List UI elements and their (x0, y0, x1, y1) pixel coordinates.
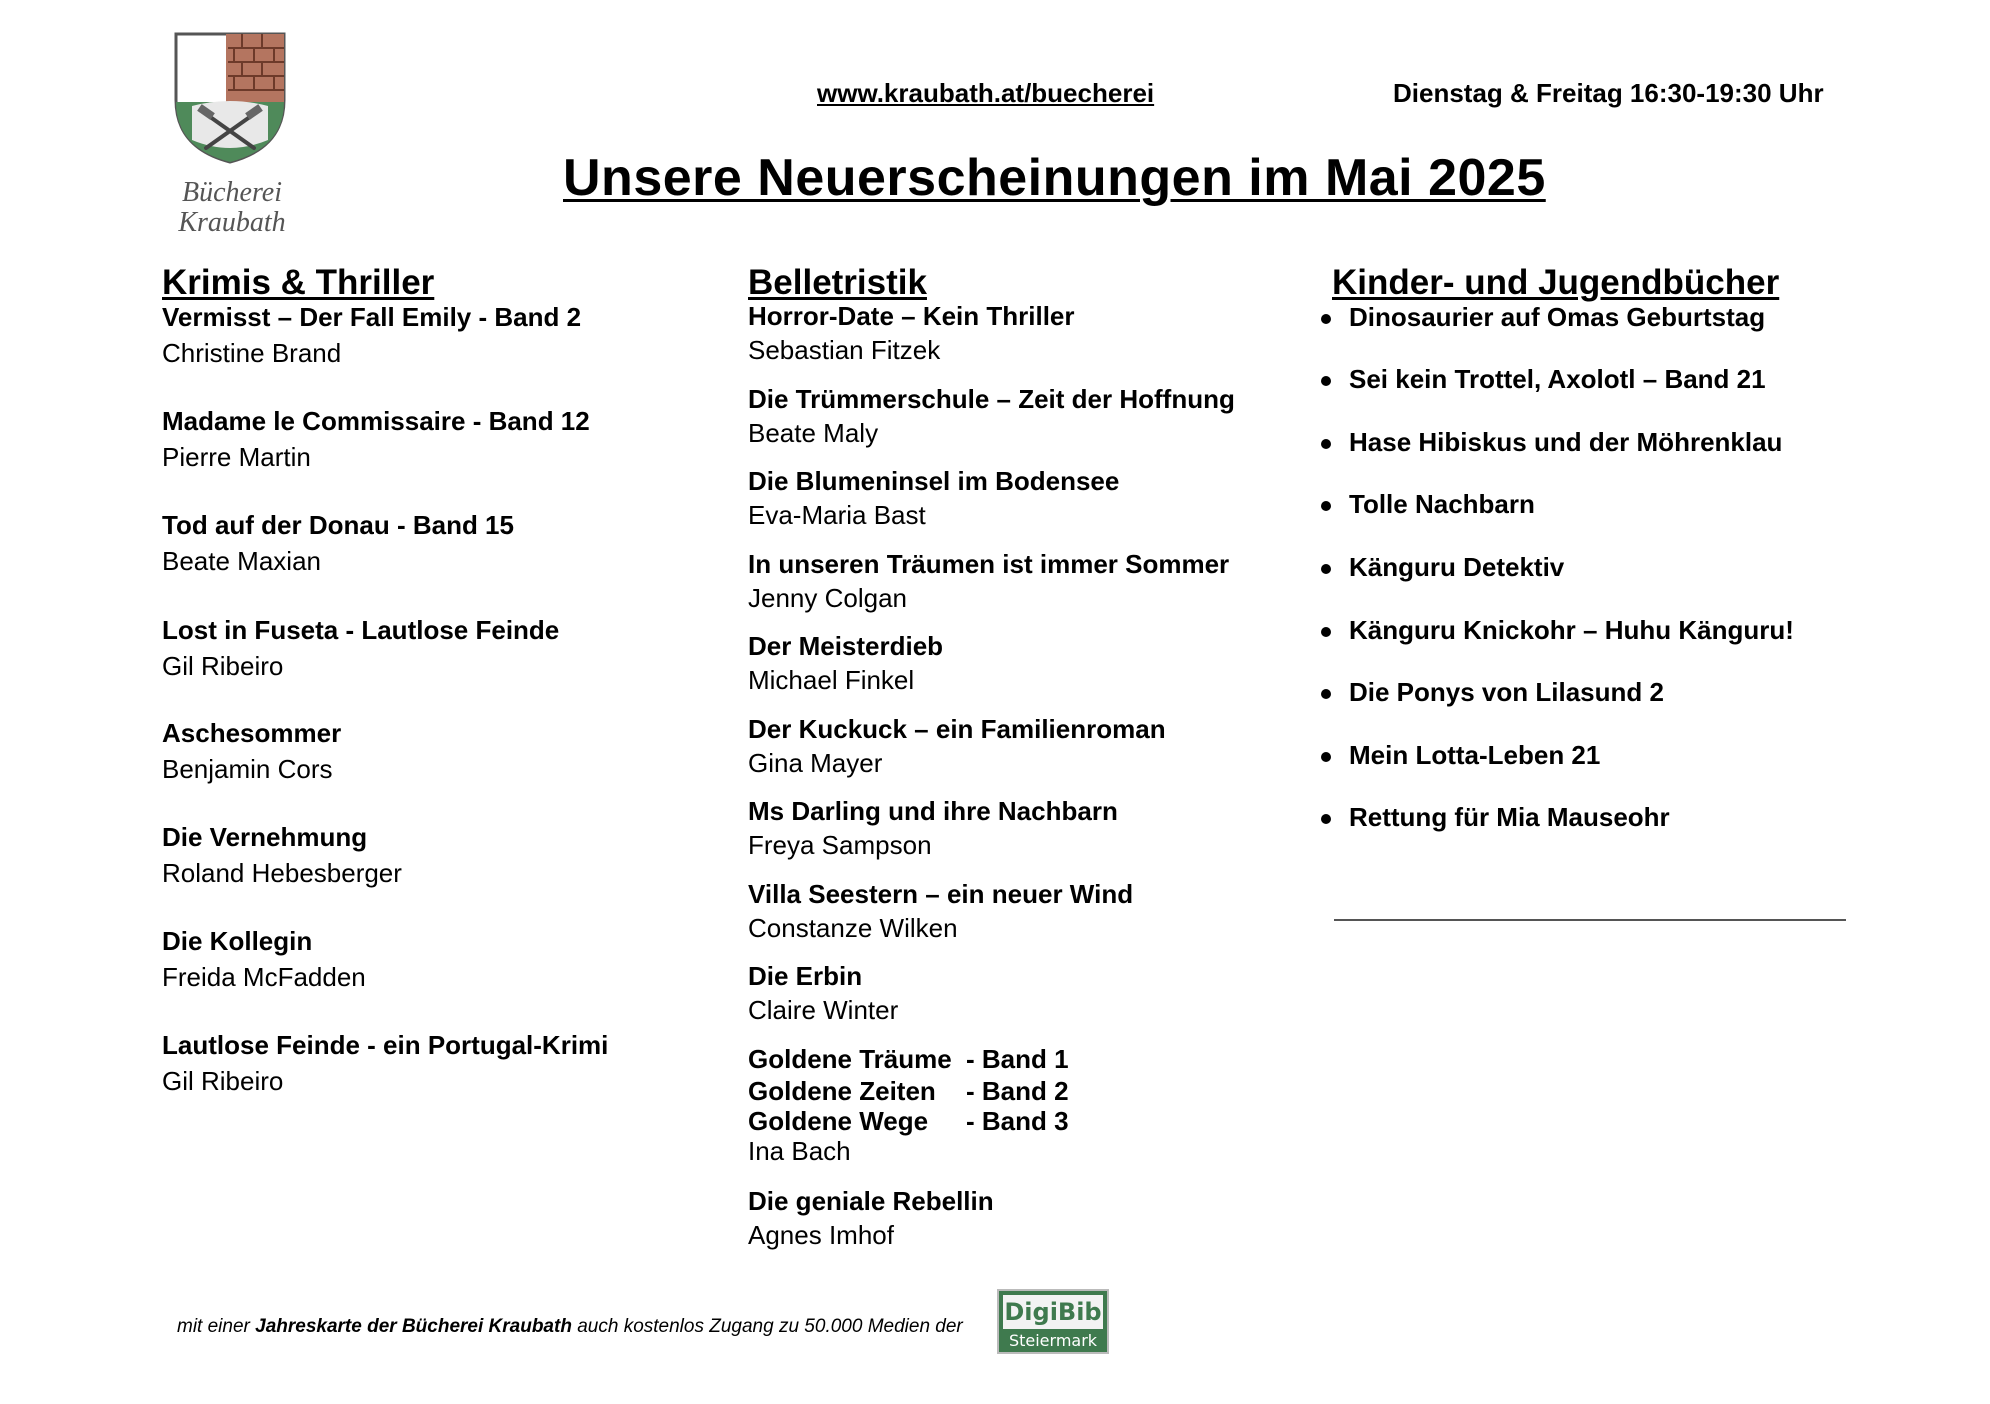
series-band: - Band 3 (966, 1106, 1069, 1136)
book-author: Agnes Imhof (748, 1220, 894, 1250)
book-author: Gina Mayer (748, 748, 883, 778)
book-title: Die Trümmerschule – Zeit der Hoffnung (748, 384, 1235, 414)
book-title: Villa Seestern – ein neuer Wind (748, 879, 1134, 909)
book-author: Beate Maly (748, 418, 879, 448)
list-item: Dinosaurier auf Omas Geburtstag (1349, 302, 1766, 332)
list-item: Hase Hibiskus und der Möhrenklau (1349, 427, 1783, 457)
book-author: Eva-Maria Bast (748, 500, 926, 530)
book-title: Aschesommer (162, 718, 342, 748)
book-author: Freida McFadden (162, 962, 366, 992)
book-title: Die Blumeninsel im Bodensee (748, 466, 1120, 496)
bullet-icon (1321, 814, 1331, 824)
book-title: Lautlose Feinde - ein Portugal-Krimi (162, 1030, 609, 1060)
list-item: Sei kein Trottel, Axolotl – Band 21 (1349, 364, 1766, 394)
bullet-icon (1321, 501, 1331, 511)
bullet-icon (1321, 689, 1331, 699)
book-author: Gil Ribeiro (162, 1066, 284, 1096)
book-entry (162, 507, 514, 579)
book-entry (748, 382, 1235, 450)
book-entry (162, 715, 341, 787)
book-entry (748, 712, 1166, 780)
series-band: - Band 1 (966, 1044, 1069, 1074)
book-author: Pierre Martin (162, 442, 311, 472)
belletristik-heading: Belletristik (748, 263, 927, 302)
book-author: Ina Bach (748, 1136, 851, 1166)
book-author: Sebastian Fitzek (748, 335, 941, 365)
book-title: Ms Darling und ihre Nachbarn (748, 796, 1118, 826)
series-title: Goldene Zeiten (748, 1076, 936, 1106)
series-title: Goldene Träume (748, 1044, 952, 1074)
book-title: Der Meisterdieb (748, 631, 944, 661)
kinder-heading: Kinder- und Jugendbücher (1332, 263, 1780, 302)
divider-line (1334, 919, 1846, 921)
book-entry (748, 464, 1119, 532)
book-entry (162, 923, 366, 995)
footer-note (177, 1316, 963, 1338)
book-author: Jenny Colgan (748, 583, 907, 613)
bullet-icon (1321, 627, 1331, 637)
bullet-icon (1321, 376, 1331, 386)
book-entry (748, 1184, 994, 1252)
book-title: Madame le Commissaire - Band 12 (162, 406, 590, 436)
book-entry (748, 629, 943, 697)
book-title: Tod auf der Donau - Band 15 (162, 510, 514, 540)
list-item: Die Ponys von Lilasund 2 (1349, 677, 1664, 707)
series-row (748, 1076, 1069, 1106)
footer-text-1: mit einer (177, 1316, 256, 1337)
series-entry (748, 1042, 1069, 1166)
book-title: In unseren Träumen ist immer Sommer (748, 549, 1230, 579)
book-author: Gil Ribeiro (162, 651, 284, 681)
book-entry (748, 794, 1118, 862)
series-row (748, 1042, 1069, 1076)
book-author: Constanze Wilken (748, 913, 958, 943)
book-entry (162, 819, 402, 891)
book-title: Die Kollegin (162, 926, 313, 956)
coat-of-arms-icon (172, 30, 292, 165)
book-title: Die geniale Rebellin (748, 1186, 994, 1216)
logo-text-line1: Bücherei (181, 177, 283, 208)
book-title: Der Kuckuck – ein Familienroman (748, 714, 1166, 744)
bullet-icon (1321, 314, 1331, 324)
book-entry (748, 877, 1133, 945)
book-entry (162, 1027, 608, 1099)
book-author: Freya Sampson (748, 830, 932, 860)
book-entry (748, 959, 898, 1027)
series-band: - Band 2 (966, 1076, 1069, 1106)
series-title: Goldene Wege (748, 1106, 929, 1136)
book-title: Lost in Fuseta - Lautlose Feinde (162, 615, 560, 645)
bullet-icon (1321, 439, 1331, 449)
book-author: Christine Brand (162, 338, 342, 368)
series-row (748, 1106, 1069, 1136)
book-entry (162, 403, 590, 475)
logo-text-line2: Kraubath (178, 207, 286, 238)
book-title: Vermisst – Der Fall Emily - Band 2 (162, 302, 582, 332)
book-entry (162, 612, 559, 684)
book-title: Horror-Date – Kein Thriller (748, 301, 1075, 331)
page-title: Unsere Neuerscheinungen im Mai 2025 (563, 149, 1546, 207)
list-item: Rettung für Mia Mauseohr (1349, 802, 1670, 832)
digibib-logo[interactable] (997, 1289, 1109, 1354)
library-logo (172, 30, 292, 240)
footer-text-2: auch kostenlos Zugang zu 50.000 Medien der (571, 1316, 963, 1337)
book-title: Die Erbin (748, 961, 863, 991)
book-author: Benjamin Cors (162, 754, 333, 784)
list-item: Mein Lotta-Leben 21 (1349, 740, 1601, 770)
krimis-heading: Krimis & Thriller (162, 263, 435, 302)
digibib-logo-line2: Steiermark (1008, 1331, 1098, 1350)
digibib-logo-line1: DigiBib (1003, 1295, 1103, 1329)
book-entry (748, 547, 1229, 615)
book-entry (162, 299, 581, 371)
book-entry (748, 299, 1075, 367)
book-author: Roland Hebesberger (162, 858, 402, 888)
list-item: Känguru Knickohr – Huhu Känguru! (1349, 615, 1794, 645)
list-item: Känguru Detektiv (1349, 552, 1565, 582)
book-title: Die Vernehmung (162, 822, 368, 852)
opening-hours: Dienstag & Freitag 16:30-19:30 Uhr (1393, 78, 1824, 108)
bullet-icon (1321, 564, 1331, 574)
website-link[interactable]: www.kraubath.at/buecherei (817, 78, 1155, 108)
list-item: Tolle Nachbarn (1349, 489, 1535, 519)
book-author: Michael Finkel (748, 665, 915, 695)
bullet-icon (1321, 752, 1331, 762)
book-author: Claire Winter (748, 995, 899, 1025)
book-author: Beate Maxian (162, 546, 321, 576)
footer-text-bold: Jahreskarte der Bücherei Kraubath (255, 1316, 572, 1337)
